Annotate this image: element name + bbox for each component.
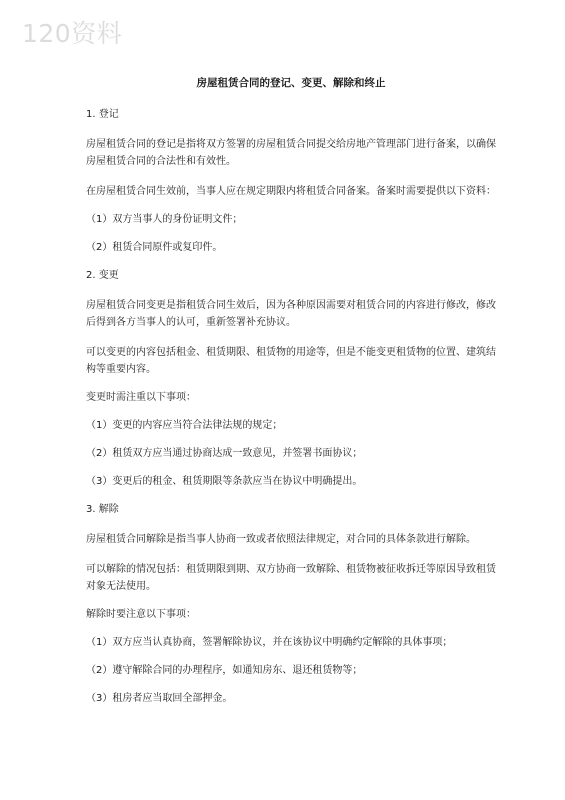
paragraph: 可以变更的内容包括租金、租赁期限、租赁物的用途等，但是不能变更租赁物的位置、建筑结构等重要内容。 <box>86 347 496 375</box>
document-body <box>86 76 496 720</box>
paragraph: 变更时需注重以下事项： <box>86 392 196 403</box>
list-item: （1）变更的内容应当符合法律法规的规定； <box>86 420 283 431</box>
section-termination <box>86 503 496 706</box>
list-item: （1）双方当事人的身份证明文件； <box>86 214 243 225</box>
paragraph: 房屋租赁合同变更是指租赁合同生效后，因为各种原因需要对租赁合同的内容进行修改，修改后得到各方当事人的认可，重新签署补充协议。 <box>86 300 496 328</box>
paragraph: 在房屋租赁合同生效前，当事人应在规定期限内将租赁合同备案。备案时需要提供以下资料： <box>86 186 496 197</box>
section-change <box>86 269 496 489</box>
section-registration <box>86 108 496 255</box>
list-item: （3）租房者应当取回全部押金。 <box>86 693 233 704</box>
paragraph: 房屋租赁合同解除是指当事人协商一致或者依照法律规定，对合同的具体条款进行解除。 <box>86 534 476 545</box>
watermark-logo: 120资料 <box>22 19 123 48</box>
list-item: （2）遵守解除合同的办理程序，如通知房东、退还租赁物等； <box>86 665 363 676</box>
list-item: （3）变更后的租金、租赁期限等条款应当在协议中明确提出。 <box>86 476 363 487</box>
list-item: （2）租赁双方应当通过协商达成一致意见，并签署书面协议； <box>86 448 363 459</box>
paragraph: 房屋租赁合同的登记是指将双方签署的房屋租赁合同提交给房地产管理部门进行备案，以确保房屋租赁合同的合法性和有效性。 <box>86 139 496 167</box>
section-heading: 1. 登记 <box>86 109 119 120</box>
paragraph: 可以解除的情况包括：租赁期限到期、双方协商一致解除、租赁物被征收拆迁等原因导致租赁对象无法使用。 <box>86 564 496 592</box>
document-title: 房屋租赁合同的登记、变更、解除和终止 <box>196 77 386 89</box>
list-item: （2）租赁合同原件或复印件。 <box>86 242 223 253</box>
paragraph: 解除时要注意以下事项： <box>86 609 196 620</box>
list-item: （1）双方应当认真协商，签署解除协议，并在该协议中明确约定解除的具体事项； <box>86 637 453 648</box>
section-heading: 2. 变更 <box>86 270 119 281</box>
section-heading: 3. 解除 <box>86 504 119 515</box>
